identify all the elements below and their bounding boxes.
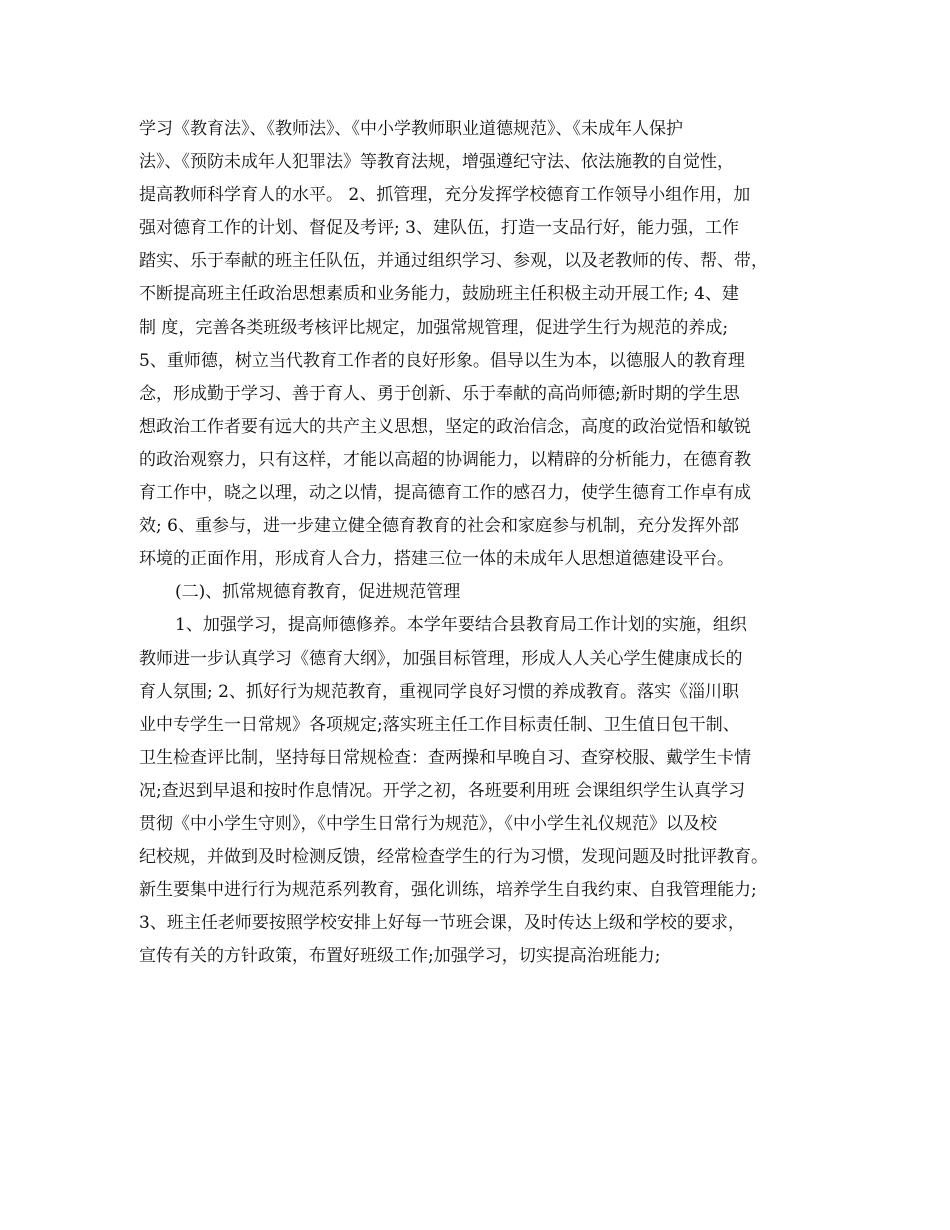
text-line: 的政治观察力，只有这样，才能以高超的协调能力，以精辟的分析能力，在德育教 — [139, 449, 751, 470]
text-line: 宣传有关的方针政策，布置好班级工作;加强学习，切实提高治班能力; — [139, 946, 661, 967]
text-line: 业中专学生一日常规》各项规定;落实班主任工作目标责任制、卫生值日包干制、 — [139, 714, 740, 735]
text-line: 学习《教育法》、《教师法》、《中小学教师职业道德规范》、《未成年人保护 — [139, 119, 683, 139]
text-line: 踏实、乐于奉献的班主任队伍，并通过组织学习、参观，以及老教师的传、帮、带， — [139, 251, 768, 272]
text-line: 环境的正面作用，形成育人合力，搭建三位一体的未成年人思想道德建设平台。 — [139, 549, 734, 570]
text-line: 念，形成勤于学习、善于育人、勇于创新、乐于奉献的高尚师德;新时期的学生思 — [139, 383, 740, 404]
text-line: 育工作中，晓之以理，动之以情，提高德育工作的感召力，使学生德育工作卓有成 — [139, 483, 751, 504]
text-line: (二)、抓常规德育教育，促进规范管理 — [175, 582, 461, 603]
text-line: 教师进一步认真学习《德育大纲》，加强目标管理，形成人人关心学生健康成长的 — [139, 648, 743, 669]
text-line: 3、班主任老师要按照学校安排上好每一节班会课，及时传达上级和学校的要求， — [139, 913, 745, 934]
text-line: 强对德育工作的计划、督促及考评; 3、建队伍，打造一支品行好，能力强，工作 — [139, 218, 739, 239]
text-line: 想政治工作者要有远大的共产主义思想，坚定的政治信念，高度的政治觉悟和敏锐 — [139, 416, 751, 437]
text-line: 制 度，完善各类班级考核评比规定，加强常规管理，促进学生行为规范的养成; — [139, 317, 729, 338]
text-line: 贯彻《中小学生守则》，《中学生日常行为规范》，《中小学生礼仪规范》以及校 — [139, 813, 717, 834]
text-line: 新生要集中进行行为规范系列教育，强化训练，培养学生自我约束、自我管理能力; — [139, 880, 757, 901]
text-line: 不断提高班主任政治思想素质和业务能力，鼓励班主任积极主动开展工作; 4、建 — [139, 284, 739, 305]
text-line: 效; 6、重参与，进一步建立健全德育教育的社会和家庭参与机制，充分发挥外部 — [139, 516, 739, 537]
text-line: 1、加强学习，提高师德修养。本学年要结合县教育局工作计划的实施，组织 — [175, 615, 747, 636]
text-line: 法》、《预防未成年人犯罪法》等教育法规，增强遵纪守法、依法施教的自觉性， — [139, 152, 734, 173]
text-line: 卫生检查评比制，坚持每日常规检查：查两操和早晚自习、查穿校服、戴学生卡情 — [139, 747, 751, 768]
text-line: 提高教师科学育人的水平。 2、抓管理，充分发挥学校德育工作领导小组作用，加 — [139, 185, 751, 206]
text-line: 纪校规，并做到及时检测反馈，经常检查学生的行为习惯，发现问题及时批评教育。 — [139, 847, 768, 868]
body-text — [139, 113, 824, 973]
text-line: 育人氛围; 2、抓好行为规范教育，重视同学良好习惯的养成教育。落实《淄川职 — [139, 681, 739, 702]
text-line: 况;查迟到早退和按时作息情况。开学之初，各班要利用班 会课组织学生认真学习 — [139, 780, 746, 801]
text-line: 5、重师德，树立当代教育工作者的良好形象。倡导以生为本，以德服人的教育理 — [139, 350, 745, 371]
